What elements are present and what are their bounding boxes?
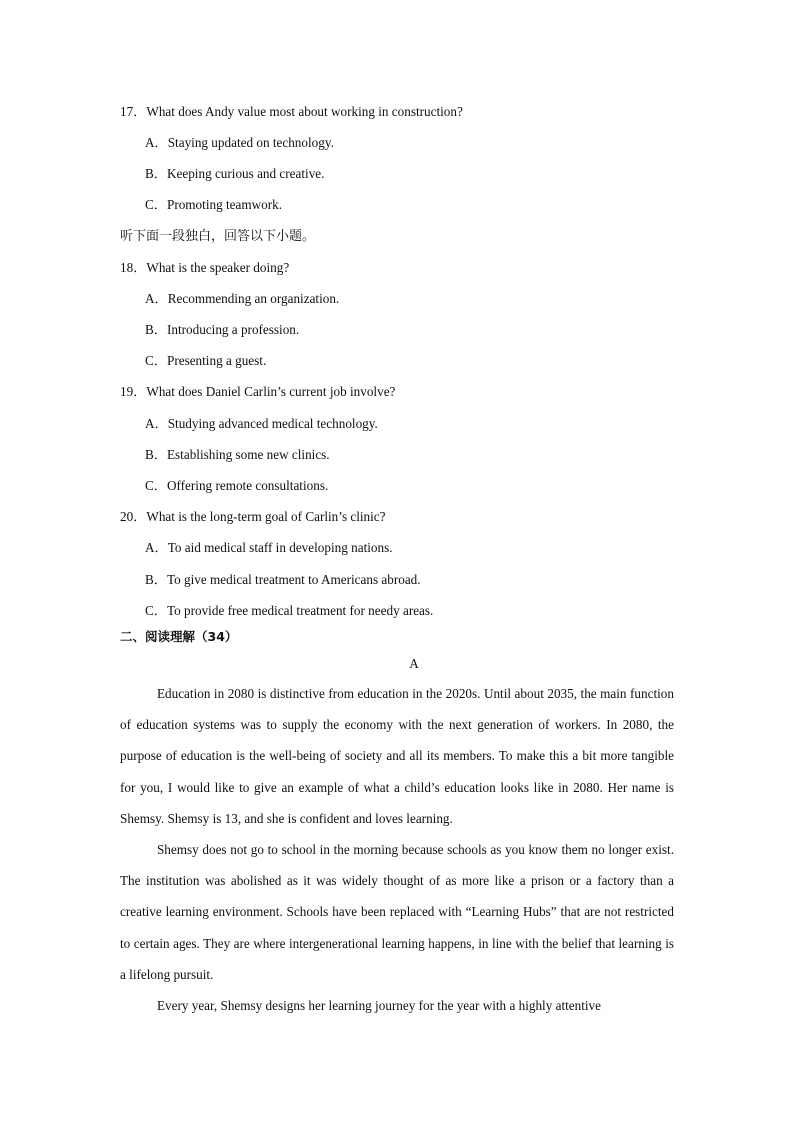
- question-17-option-c: [145, 196, 282, 214]
- option-text: To give medical treatment to Americans abroad.: [166, 572, 421, 587]
- question-20-option-c: [145, 602, 433, 620]
- option-text: Establishing some new clinics.: [166, 447, 330, 462]
- option-text: To aid medical staff in developing nations.: [167, 540, 393, 555]
- question-20: [120, 508, 386, 526]
- question-number: 18．: [120, 260, 147, 275]
- option-text: Keeping curious and creative.: [166, 166, 325, 181]
- question-17-option-b: [145, 165, 324, 183]
- question-text: What does Andy value most about working in construction?: [146, 104, 463, 119]
- passage-paragraph-2: Shemsy does not go to school in the morning because schools as you know them no longer exist. The institution was abolished as it was widely thought of as more like a prison or a factory than a creative learning environment. Schools have been replaced with “Learning Hubs” that are not restricted to certain ages. They are where intergenerational learning happens, in line with the belief that learning is a lifelong pursuit.: [120, 842, 674, 982]
- question-number: 17．: [120, 104, 147, 119]
- option-letter: B．: [145, 447, 167, 462]
- option-text: Offering remote consultations.: [166, 478, 329, 493]
- question-number: 19．: [120, 384, 147, 399]
- option-letter: C．: [145, 353, 167, 368]
- question-17-option-a: [145, 134, 334, 152]
- question-19-option-a: [145, 415, 378, 433]
- question-18: [120, 259, 289, 277]
- question-number: 20．: [120, 509, 147, 524]
- question-17: [120, 103, 463, 121]
- question-19: [120, 383, 395, 401]
- option-letter: A．: [145, 135, 168, 150]
- option-letter: B．: [145, 572, 167, 587]
- question-text: What is the speaker doing?: [146, 260, 290, 275]
- question-18-option-a: [145, 290, 339, 308]
- question-18-option-b: [145, 321, 299, 339]
- option-text: Staying updated on technology.: [167, 135, 334, 150]
- option-letter: A．: [145, 291, 168, 306]
- option-text: Presenting a guest.: [166, 353, 267, 368]
- option-text: To provide free medical treatment for needy areas.: [166, 603, 434, 618]
- question-text: What is the long-term goal of Carlin’s clinic?: [146, 509, 386, 524]
- section-heading: 二、阅读理解（34）: [120, 629, 238, 644]
- question-20-option-b: [145, 571, 421, 589]
- monologue-instruction: 听下面一段独白，回答以下小题。: [120, 229, 316, 244]
- option-text: Promoting teamwork.: [166, 197, 282, 212]
- option-letter: C．: [145, 197, 167, 212]
- option-letter: B．: [145, 166, 167, 181]
- passage-paragraph-3: Every year, Shemsy designs her learning journey for the year with a highly attentive: [156, 998, 602, 1013]
- option-text: Recommending an organization.: [167, 291, 340, 306]
- question-18-option-c: [145, 352, 266, 370]
- option-letter: C．: [145, 478, 167, 493]
- passage-paragraph-1: Education in 2080 is distinctive from education in the 2020s. Until about 2035, the main function of education systems was to supply the economy with the next generation of workers. In 2080, the purpose of education is the well-being of society and all its members. To make this a bit more tangible for you, I would like to give an example of what a child’s education looks like in 2080. Her name is Shemsy. Shemsy is 13, and she is confident and loves learning.: [120, 686, 674, 826]
- question-19-option-b: [145, 446, 330, 464]
- option-letter: A．: [145, 416, 168, 431]
- question-19-option-c: [145, 477, 328, 495]
- option-letter: A．: [145, 540, 168, 555]
- option-letter: C．: [145, 603, 167, 618]
- question-20-option-a: [145, 539, 393, 557]
- passage-label: A: [409, 656, 419, 671]
- option-text: Introducing a profession.: [166, 322, 300, 337]
- question-text: What does Daniel Carlin’s current job involve?: [146, 384, 396, 399]
- option-text: Studying advanced medical technology.: [167, 416, 378, 431]
- option-letter: B．: [145, 322, 167, 337]
